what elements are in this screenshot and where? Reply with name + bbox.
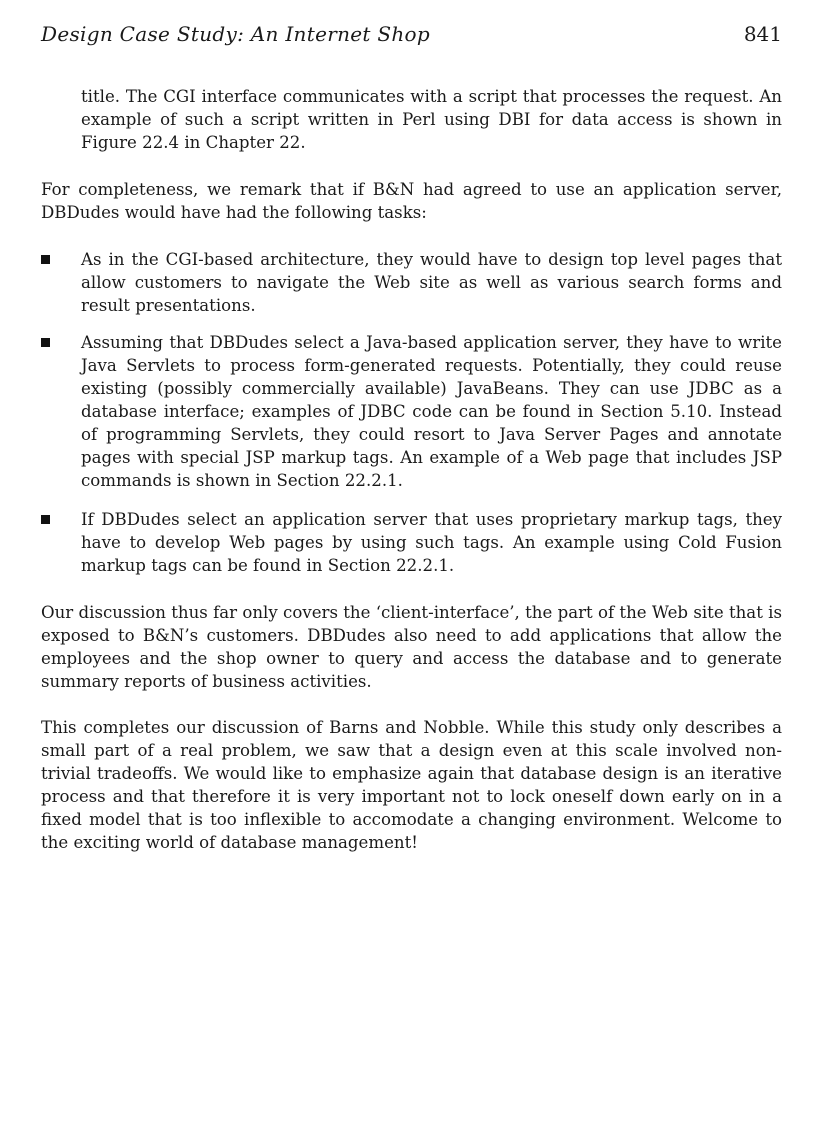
page-number: 841 (743, 22, 782, 46)
bullet-text: If DBDudes select an application server that uses proprietary markup tags, they have to develop Web pages by using such tags. An example using Cold Fusion markup tags can be found in Section 22.2.1. (81, 510, 782, 575)
square-bullet-icon (41, 515, 50, 524)
bullet-text: Assuming that DBDudes select a Java-based application server, they have to write Java Servlets to process form-generated requests. Potentially, they could reuse existing (possibly commercially available) JavaBeans. They can use JDBC as a database interface; examples of JDBC code can be found in Section 5.10. Instead of programming Servlets, they could resort to Java Server Pages and annotate pages with special JSP markup tags. An example of a Web page that includes JSP commands is shown in Section 22.2.1. (81, 333, 782, 490)
bullet-text: As in the CGI-based architecture, they would have to design top level pages that allow customers to navigate the Web site as well as various search forms and result presentations. (81, 250, 782, 315)
intro-paragraph: For completeness, we remark that if B&N had agreed to use an application server, DBDudes would have had the following tasks: (41, 180, 782, 222)
running-title: Design Case Study: An Internet Shop (41, 22, 431, 46)
client-interface-paragraph: Our discussion thus far only covers the ‘client-interface’, the part of the Web site that is exposed to B&N’s customers. DBDudes also need to add applications that allow the employees and the shop owner to query and access the database and to generate summary reports of business activities. (41, 603, 782, 691)
running-head (41, 20, 782, 48)
conclusion-paragraph: This completes our discussion of Barns and Nobble. While this study only describes a small part of a real problem, we saw that a design even at this scale involved non-trivial tradeoffs. We would like to emphasize again that database design is an iterative process and that therefore it is very important not to lock oneself down early on in a fixed model that is too inflexible to accomodate a changing environment. Welcome to the exciting world of database management! (41, 718, 782, 852)
continuation-paragraph: title. The CGI interface communicates with a script that processes the request. An example of such a script written in Perl using DBI for data access is shown in Figure 22.4 in Chapter 22. (81, 87, 782, 152)
square-bullet-icon (41, 255, 50, 264)
square-bullet-icon (41, 338, 50, 347)
